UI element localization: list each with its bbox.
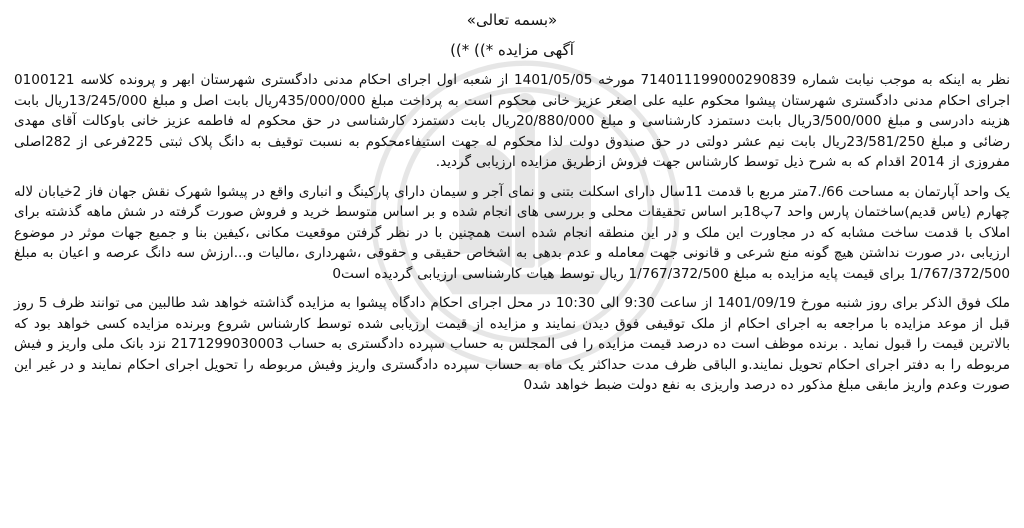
document-title: آگهی مزایده *)) *)) xyxy=(450,41,574,59)
paragraph-case-details: نظر به اینکه به موجب نیابت شماره 14011199000290839‏7 مورخه 1401/05/05 از شعبه اول اجرای احکام مدنی دادگستری شهرستان ابهر و پرونده کلاسه 0100121 اجرای احکام مدنی دادگستری شهرستان پیشوا محکوم علیه علی اصغر عزیز خانی محکوم است به پرداخت مبلغ 435/000/000ریال بابت اصل و مبلغ 13/245/000ریال بابت هزینه دادرسی و مبلغ 3/500/000ریال بابت دستمزد کارشناسی و مبلغ 20/880/000ریال بابت دستمزد کارشناسی در حق محکوم له فاطمه عزیز خانی باوکالت آقای مهدی رضائی و مبلغ 23/581/250ریال بابت نیم عشر دولتی در حق صندوق دولت لذا محکوم له جهت استیفاءمحکوم به نسبت توقیف به دانگ پلاک ثبتی 225فرعی از 282اصلی مفروزی از 2014 اقدام که به شرح ذیل توسط کارشناس جهت فروش ازطریق مزایده ارزیابی گردید. xyxy=(14,72,1011,170)
paragraph-property-description: یک واحد آپارتمان به مساحت 66/.7متر مربع با قدمت 11سال دارای اسکلت بتنی و نمای آجر و سیمان دارای پارکینگ و انباری واقع در پیشوا شهرک نقش جهان فاز 2خیابان لاله چهارم (یاس قدیم)ساختمان پارس واحد 7پ18بر اساس تحقیقات محلی و بررسی های انجام شده و بر اساس متوسط خرید و فروش صورت گرفته در شش ماهه گذشته برای املاک با قدمت ساخت مشابه که در مجاورت این ملک و در این منطقه انجام شده است همچنین با در نظر گرفتن موقعیت مکانی ،کیفین بنا و جمیع جهات موثر در موضوع ارزیابی ،در صورت نداشتن هیچ گونه منع شرعی و قانونی جهت معامله و عدم بدهی به اشخاص حقیقی و حقوقی ،شهرداری ،مالیات و...ارزش سه دانگ عرصه و اعیان به مبلغ 1/767/372/500 برای قیمت پایه مزایده به مبلغ 1/767/372/500 ریال توسط هیات کارشناسی ارزیابی گردیده است0 xyxy=(14,183,1010,282)
announcement-document xyxy=(14,8,1010,405)
paragraph-auction-terms: ملک فوق الذکر برای روز شنبه مورخ 1401/09/19 از ساعت 9:30 الی 10:30 در محل اجرای احکام دادگاه پیشوا به مزایده گذاشته خواهد شد طالبین می توانند ظرف 5 روز قبل از موعد مزایده با مراجعه به اجرای احکام از ملک توقیفی فوق دیدن نمایند و مزایده از قیمت ارزیابی شده توسط کارشناس شروع وبرنده مزایده کسی خواهد بود که بالاترین قیمت را قبول نماید . برنده موظف است ده درصد قیمت مزایده را فی المجلس به حساب سپرده دادگستری به حساب 2171299030003 نزد بانک ملی واریز و فیش مربوطه را به دفتر اجرای احکام تحویل نمایند.و الباقی ظرف مدت حداکثر یک ماه به حساب سپرده دادگستری واریز وفیش مربوطه را تحویل اجرای احکام نمایند و در غیر این صورت وعدم واریز مابقی مبلغ مذکور ده درصد واریزی به نفع دولت ضبط خواهد شد0 xyxy=(14,295,1010,393)
document-heading: «بسمه تعالی» xyxy=(466,11,558,29)
